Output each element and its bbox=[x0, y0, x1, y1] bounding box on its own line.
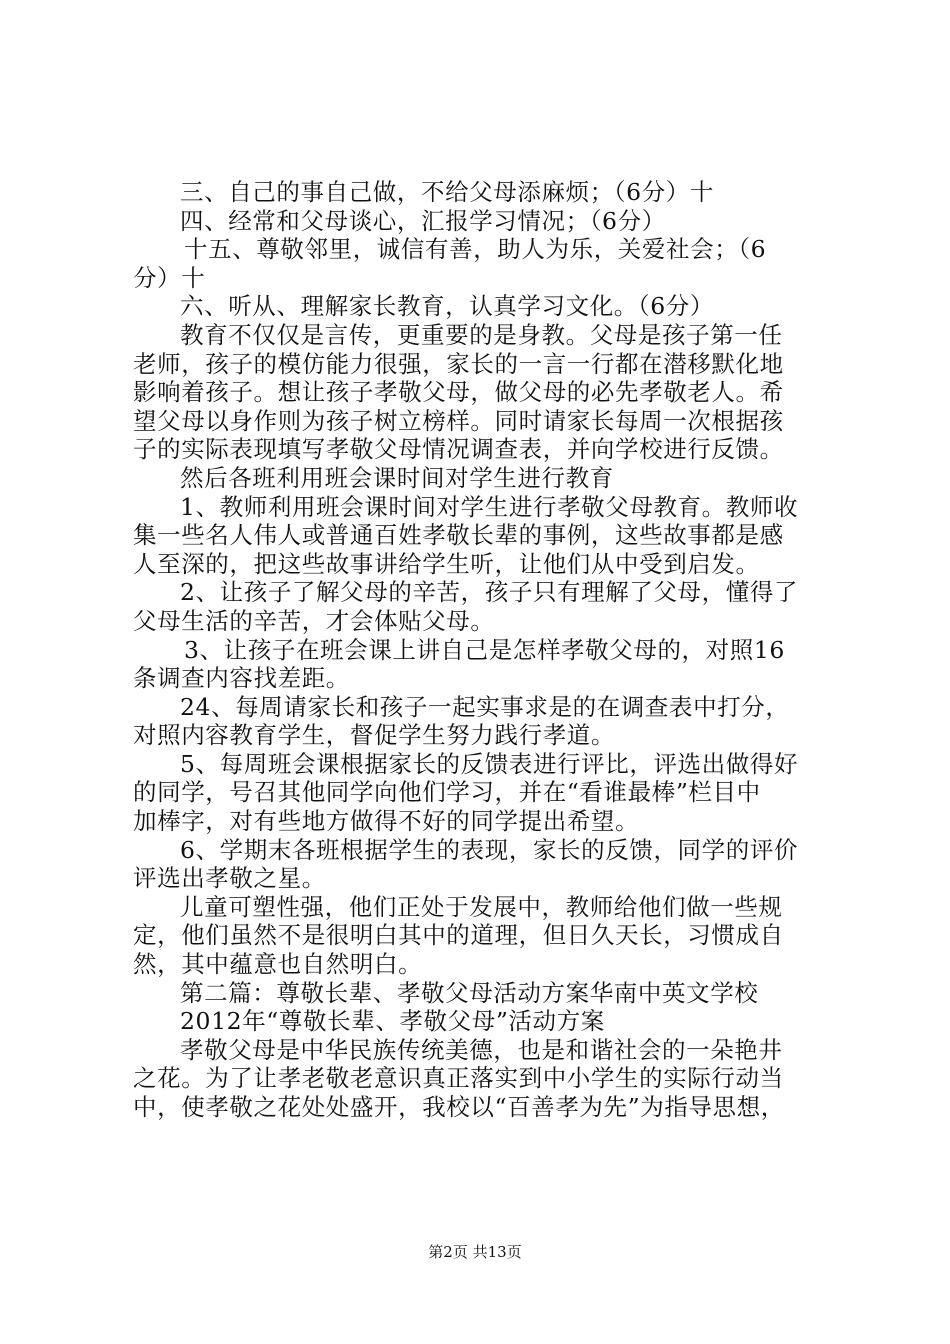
text-line: 望父母以身作则为孩子树立榜样。同时请家长每周一次根据孩 bbox=[133, 406, 784, 435]
text-line: 然，其中蕴意也自然明白。 bbox=[133, 950, 423, 979]
text-line: 评选出孝敬之星。 bbox=[133, 864, 326, 893]
document-body bbox=[133, 178, 833, 1122]
text-line: 然后各班利用班会课时间对学生进行教育 bbox=[180, 463, 614, 492]
text-line: 5、每周班会课根据家长的反馈表进行评比，评选出做得好 bbox=[180, 749, 799, 778]
text-line: 六、听从、理解家长教育，认真学习文化。（6分） bbox=[180, 292, 715, 321]
text-line: 第二篇：尊敬长辈、孝敬父母活动方案华南中英文学校 bbox=[180, 978, 759, 1007]
text-line: 孝敬父母是中华民族传统美德，也是和谐社会的一朵艳井 bbox=[180, 1035, 783, 1064]
text-line: 集一些名人伟人或普通百姓孝敬长辈的事例，这些故事都是感 bbox=[133, 521, 784, 550]
text-line: 中，使孝敬之花处处盛开，我校以“百善孝为先”为指导思想， bbox=[133, 1093, 785, 1121]
text-line: 2、让孩子了解父母的辛苦，孩子只有理解了父母，懂得了 bbox=[180, 578, 799, 607]
text-line: 加棒字，对有些地方做得不好的同学提出希望。 bbox=[133, 807, 640, 836]
text-line: 条调查内容找差距。 bbox=[133, 664, 350, 693]
text-line: 的同学，号召其他同学向他们学习，并在“看谁最棒”栏目中 bbox=[133, 778, 761, 807]
text-line: 定，他们虽然不是很明白其中的道理，但日久天长，习惯成自 bbox=[133, 921, 784, 950]
text-line: 人至深的，把这些故事讲给学生听，让他们从中受到启发。 bbox=[133, 549, 760, 578]
page-footer: 第2页 共13页 bbox=[428, 1243, 522, 1261]
text-line: 对照内容教育学生，督促学生努力践行孝道。 bbox=[133, 721, 615, 750]
text-line: 儿童可塑性强，他们正处于发展中，教师给他们做一些规 bbox=[180, 892, 783, 921]
text-line: 之花。为了让孝老敬老意识真正落实到中小学生的实际行动当 bbox=[133, 1064, 784, 1093]
text-line: 四、经常和父母谈心，汇报学习情况；（6分） bbox=[180, 206, 666, 235]
text-line: 教育不仅仅是言传，更重要的是身教。父母是孩子第一任 bbox=[180, 320, 783, 349]
text-line: 24、每周请家长和孩子一起实事求是的在调查表中打分， bbox=[180, 692, 790, 721]
text-line: 分）十 bbox=[133, 263, 206, 292]
text-line: 十五、尊敬邻里，诚信有善，助人为乐，关爱社会；（6 bbox=[184, 235, 767, 264]
text-line: 6、学期末各班根据学生的表现，家长的反馈，同学的评价 bbox=[180, 835, 799, 864]
text-line: 3、让孩子在班会课上讲自己是怎样孝敬父母的，对照16 bbox=[184, 635, 785, 664]
text-line: 老师，孩子的模仿能力很强，家长的一言一行都在潜移默化地 bbox=[133, 349, 784, 378]
text-line: 三、自己的事自己做，不给父母添麻烦；（6分）十 bbox=[180, 178, 715, 206]
text-line: 影响着孩子。想让孩子孝敬父母，做父母的必先孝敬老人。希 bbox=[133, 378, 784, 407]
text-line: 子的实际表现填写孝敬父母情况调查表，并向学校进行反馈。 bbox=[133, 435, 784, 464]
text-line: 父母生活的辛苦，才会体贴父母。 bbox=[133, 606, 495, 635]
text-line: 1、教师利用班会课时间对学生进行孝敬父母教育。教师收 bbox=[180, 492, 799, 521]
text-line: 2012年“尊敬长辈、孝敬父母”活动方案 bbox=[180, 1007, 605, 1036]
